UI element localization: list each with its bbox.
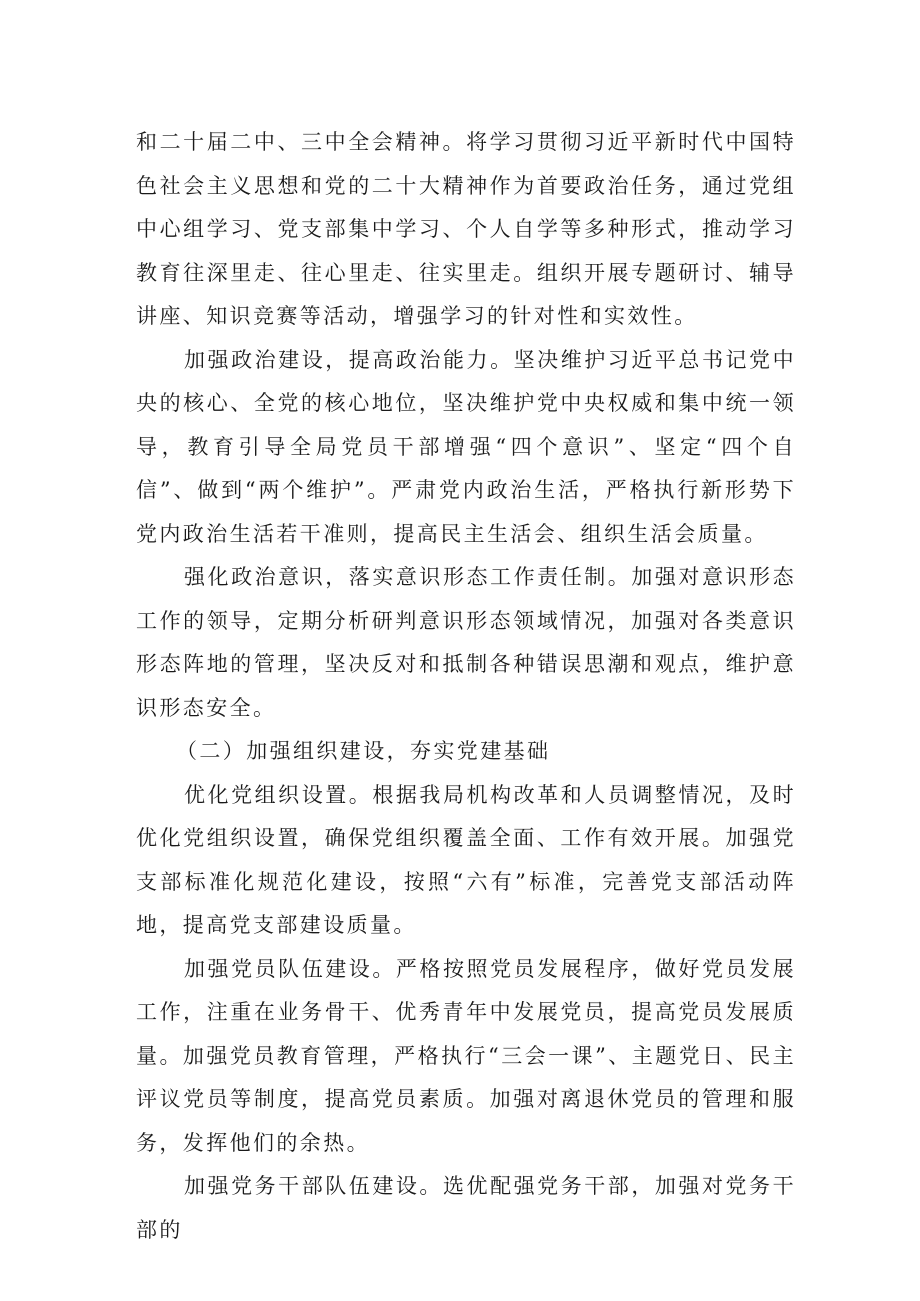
paragraph: 优化党组织设置。根据我局机构改革和人员调整情况，及时优化党组织设置，确保党组织覆盖全面、工作有效开展。加强党支部标准化规范化建设，按照“六有”标准，完善党支部活动阵地，提高党支部建设质量。 xyxy=(136,782,796,937)
paragraph: 加强党员队伍建设。严格按照党员发展程序，做好党员发展工作，注重在业务骨干、优秀青年中发展党员，提高党员发展质量。加强党员教育管理，严格执行“三会一课”、主题党日、民主评议党员等制度，提高党员素质。加强对离退休党员的管理和服务，发挥他们的余热。 xyxy=(136,956,796,1155)
section-heading: （二）加强组织建设，夯实党建基础 xyxy=(176,739,551,763)
paragraph: 和二十届二中、三中全会精神。将学习贯彻习近平新时代中国特色社会主义思想和党的二十大精神作为首要政治任务，通过党组中心组学习、党支部集中学习、个人自学等多种形式，推动学习教育往深里走、往心里走、往实里走。组织开展专题研讨、辅导讲座、知识竞赛等活动，增强学习的针对性和实效性。 xyxy=(136,130,796,328)
document-body xyxy=(136,121,796,1252)
paragraph: 加强党务干部队伍建设。选优配强党务干部，加强对党务干部的 xyxy=(136,1174,796,1242)
paragraph: 加强政治建设，提高政治能力。坚决维护习近平总书记党中央的核心、全党的核心地位，坚决维护党中央权威和集中统一领导，教育引导全局党员干部增强“四个意识”、坚定“四个自信”、做到“两个维护”。严肃党内政治生活，严格执行新形势下党内政治生活若干准则，提高民主生活会、组织生活会质量。 xyxy=(136,347,796,546)
paragraph: 强化政治意识，落实意识形态工作责任制。加强对意识形态工作的领导，定期分析研判意识形态领域情况，加强对各类意识形态阵地的管理，坚决反对和抵制各种错误思潮和观点，维护意识形态安全。 xyxy=(136,565,796,720)
